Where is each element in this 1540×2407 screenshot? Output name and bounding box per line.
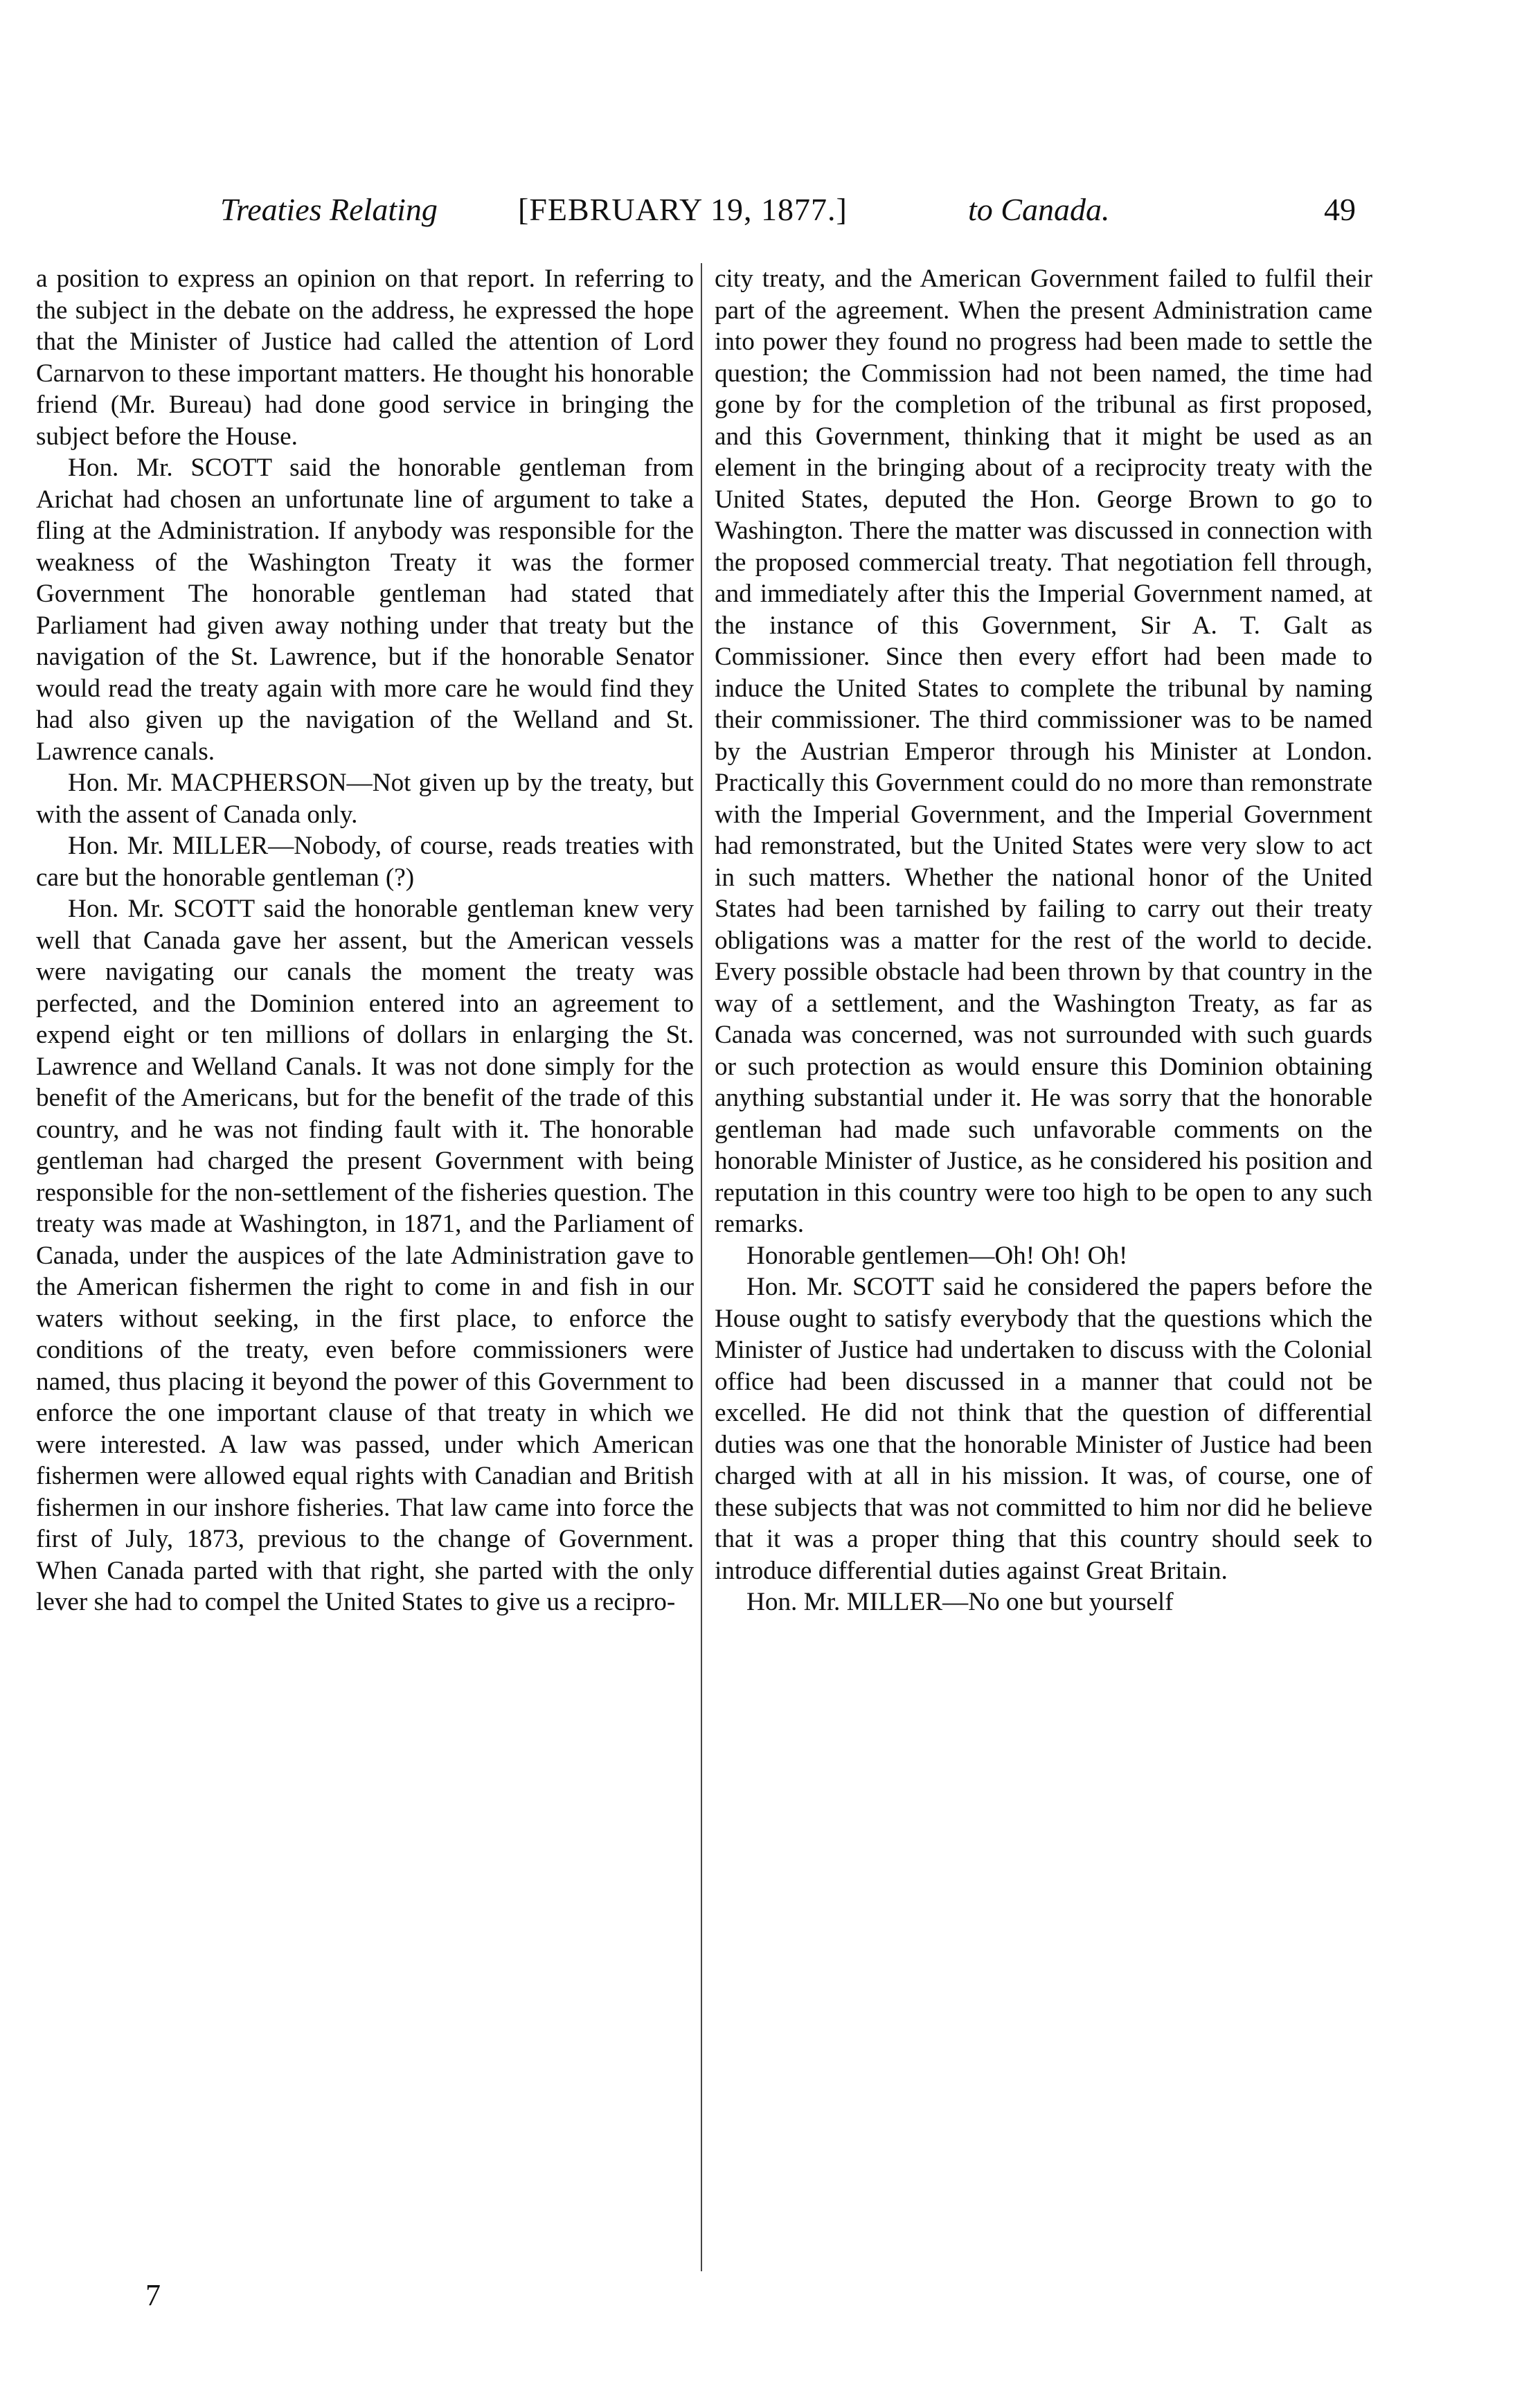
page-header <box>220 186 1356 234</box>
paragraph: Hon. Mr. MACPHERSON—Not given up by the treaty, but with the assent of Canada only. <box>36 769 694 829</box>
left-column <box>36 263 694 1618</box>
right-column <box>715 263 1372 1618</box>
paragraph: Hon. Mr. SCOTT said the honorable gentleman from Arichat had chosen an unfortunate line of argument to take a fling at the Administration. If anybody was responsible for the weakness of the Washington Treaty it was the former Government The honorable gentleman had stated that Parliament had given away nothing under that treaty but the navigation of the St. Lawrence, but if the honorable Senator would read the treaty again with more care he would find they had also given up the navigation of the Welland and St. Lawrence canals. <box>36 454 694 766</box>
paragraph: city treaty, and the American Government failed to fulfil their part of the agreement. When the present Administration came into power they found no progress had been made to settle the question; the Commission had not been named, the time had gone by for the completion of the tribunal as first proposed, and this Government, thinking that it might be used as an element in the bringing about of a reciprocity treaty with the United States, deputed the Hon. George Brown to go to Washington. There the matter was discussed in connection with the proposed commercial treaty. That negotiation fell through, and immediately after this the Imperial Government named, at the instance of this Government, Sir A. T. Galt as Commissioner. Since then every effort had been made to induce the United States to complete the tribunal by naming their commissioner. The third commissioner was to be named by the Austrian Emperor through his Minister at London. Practically this Government could do no more than remonstrate with the Imperial Government, and the Imperial Government had remonstrated, but the United States were very slow to act in such matters. Whether the national honor of the United States had been tarnished by failing to carry out their treaty obligations was a matter for the rest of the world to decide. Every possible obstacle had been thrown by that country in the way of a settlement, and the Washington Treaty, as far as Canada was concerned, was not surrounded with such guards or such protection as would ensure this Dominion obtaining anything substantial under it. He was sorry that the honorable gentleman had made such unfavorable comments on the honorable Minister of Justice, as he considered his position and reputation in this country were too high to be open to any such remarks. <box>715 265 1372 1238</box>
column-divider <box>701 263 702 2271</box>
paragraph: a position to express an opinion on that report. In referring to the subject in the debate on the address, he expressed the hope that the Minister of Justice had called the attention of Lord Carnarvon to these important matters. He thought his honorable friend (Mr. Bureau) had done good service in bringing the subject before the House. <box>36 265 694 451</box>
paragraph: Honorable gentlemen—Oh! Oh! Oh! <box>746 1241 1128 1270</box>
paragraph: Hon. Mr. MILLER—Nobody, of course, reads treaties with care but the honorable gentleman (?) <box>36 832 694 892</box>
paragraph: Hon. Mr. MILLER—No one but yourself <box>746 1588 1174 1616</box>
running-title-left: Treaties Relating <box>220 192 438 227</box>
paragraph: Hon. Mr. SCOTT said the honorable gentleman knew very well that Canada gave her assent, but the American vessels were navigating our canals the moment the treaty was perfected, and the Dominion entered into an agreement to expend eight or ten millions of dollars in enlarging the St. Lawrence and Welland Canals. It was not done simply for the benefit of the Americans, but for the benefit of the trade of this country, and he was not finding fault with it. The honorable gentleman had charged the present Government with being responsible for the non-settlement of the fisheries question. The treaty was made at Washington, in 1871, and the Parliament of Canada, under the auspices of the late Administration gave to the American fishermen the right to come in and fish in our waters without seeking, in the first place, to enforce the conditions of the treaty, even before commissioners were named, thus placing it beyond the power of this Government to enforce the one important clause of that treaty in which we were interested. A law was passed, under which American fishermen were allowed equal rights with Canadian and British fishermen in our inshore fisheries. That law came into force the first of July, 1873, previous to the change of Government. When Canada parted with that right, she parted with the only lever she had to compel the United States to give us a recipro- <box>36 895 694 1616</box>
running-date: [FEBRUARY 19, 1877.] <box>518 192 848 227</box>
running-title-right: to Canada. <box>968 192 1110 227</box>
page-number: 49 <box>1324 192 1356 227</box>
paragraph: Hon. Mr. SCOTT said he considered the papers before the House ought to satisfy everybody that the questions which the Minister of Justice had undertaken to discuss with the Colonial office had been discussed in a manner that could not be excelled. He did not think that the question of differential duties was one that the honorable Minister of Justice had been charged with at all in his mission. It was, of course, one of these subjects that was not committed to him nor did he believe that it was a proper thing that this country should seek to introduce differential duties against Great Britain. <box>715 1273 1372 1585</box>
signature-mark: 7 <box>145 2278 161 2312</box>
